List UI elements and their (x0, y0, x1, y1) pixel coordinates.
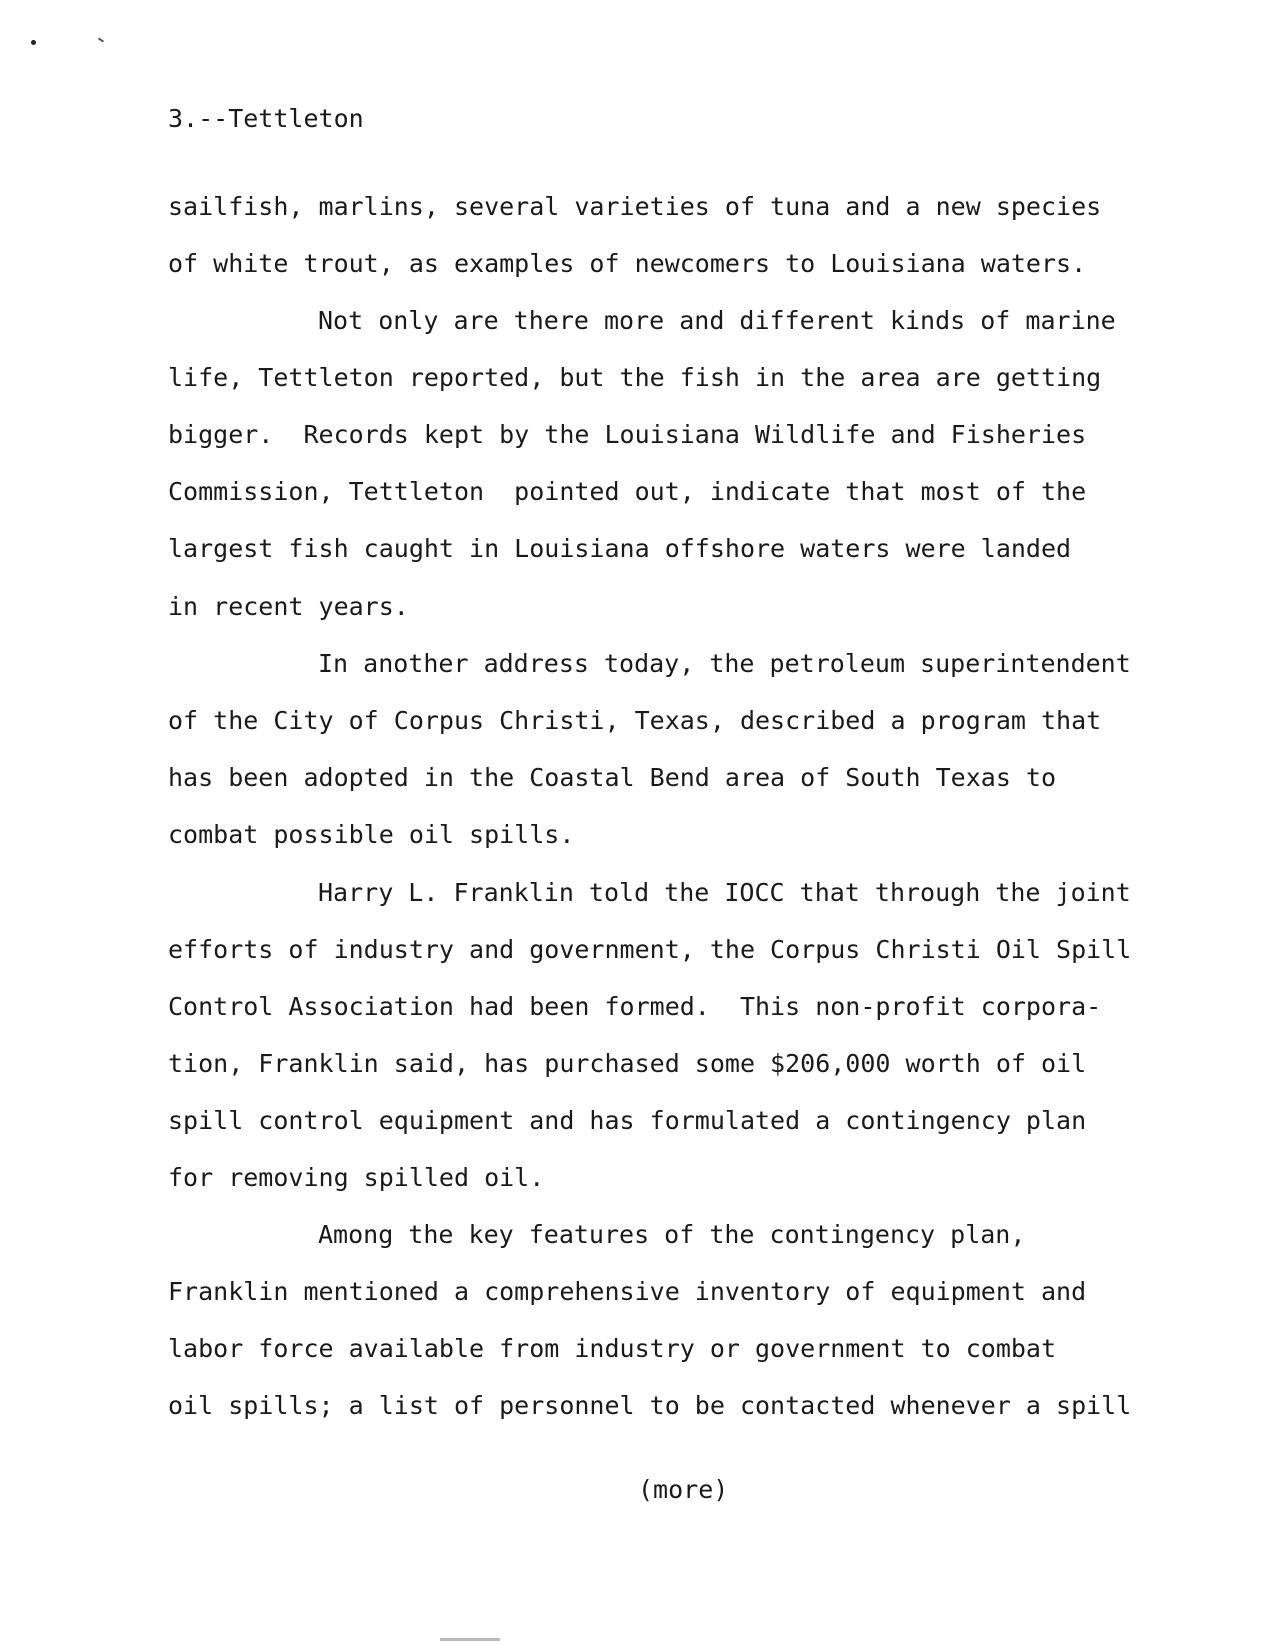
text-line: Franklin mentioned a comprehensive inventory of equipment and (168, 1277, 1087, 1306)
text-line: labor force available from industry or government to combat (168, 1334, 1057, 1363)
text-line: Among the key features of the contingency plan, (318, 1220, 1026, 1249)
text-line: In another address today, the petroleum superintendent (318, 649, 1131, 678)
text-line: sailfish, marlins, several varieties of tuna and a new species (168, 192, 1102, 221)
text-line: oil spills; a list of personnel to be contacted whenever a spill (168, 1391, 1132, 1420)
text-line: combat possible oil spills. (168, 820, 575, 849)
text-line: tion, Franklin said, has purchased some $206,000 worth of oil (168, 1049, 1087, 1078)
scan-mark-dot (31, 40, 36, 45)
scan-smudge (440, 1638, 500, 1641)
text-line: bigger. Records kept by the Louisiana Wildlife and Fisheries (168, 420, 1087, 449)
text-line: for removing spilled oil. (168, 1163, 545, 1192)
text-line: spill control equipment and has formulated a contingency plan (168, 1106, 1087, 1135)
continuation-marker: (more) (638, 1475, 729, 1504)
text-line: Commission, Tettleton pointed out, indicate that most of the (168, 477, 1087, 506)
text-line: Not only are there more and different kinds of marine (318, 306, 1116, 335)
scan-mark-tick (98, 37, 104, 42)
text-line: of the City of Corpus Christi, Texas, described a program that (168, 706, 1102, 735)
text-line: has been adopted in the Coastal Bend area of South Texas to (168, 763, 1057, 792)
text-line: Control Association had been formed. This non-profit corpora- (168, 992, 1102, 1021)
page-header: 3.--Tettleton (168, 104, 364, 133)
text-line: Harry L. Franklin told the IOCC that through the joint (318, 878, 1131, 907)
text-line: efforts of industry and government, the Corpus Christi Oil Spill (168, 935, 1132, 964)
text-line: in recent years. (168, 592, 409, 621)
text-line: of white trout, as examples of newcomers to Louisiana waters. (168, 249, 1087, 278)
text-line: life, Tettleton reported, but the fish in the area are getting (168, 363, 1102, 392)
text-line: largest fish caught in Louisiana offshore waters were landed (168, 534, 1072, 563)
